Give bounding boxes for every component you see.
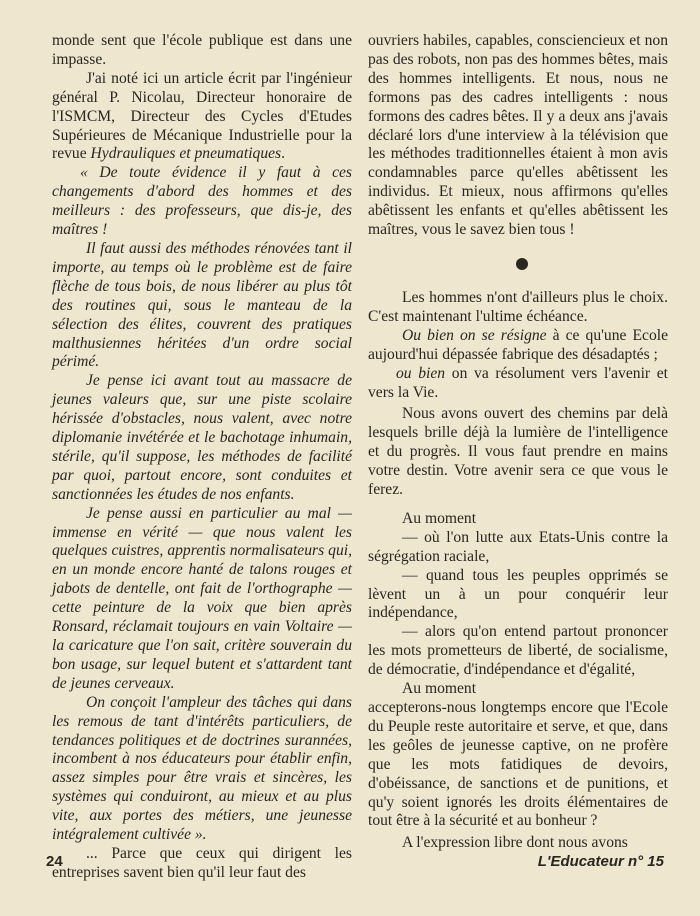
journal-name: Hydrauliques et pneumatiques xyxy=(90,145,282,163)
paragraph: J'ai noté ici un article écrit par l'ingénieur général P. Nicolau, Directeur honoraire de l'ISMCM, Directeur des Cycles d'Etudes Supérieures de Mécanique Industrielle pour la revue Hydrauliques et pneumatiques. xyxy=(52,69,352,163)
list-item: — quand tous les peuples opprimés se lèvent un à un pour conquérir leur indépendance, xyxy=(368,566,668,622)
paragraph: Les hommes n'ont d'ailleurs plus le choix. C'est maintenant l'ultime échéance. xyxy=(368,288,668,325)
paragraph: ... Parce que ceux qui dirigent les entreprises savent bien qu'il leur faut des xyxy=(52,844,352,881)
quote-paragraph: Je pense aussi en particulier au mal — immense en vérité — que nous valent les quelques cuistres, apprentis normalisateurs qui, en un monde encore hanté de talons rouges et jabots de dentelle, ont fait de l'orthographe — cette peinture de la voix que bien après Ronsard, réclamait toujours en vain Voltaire — la caricature que l'on sait, critère souverain du bon usage, sur lequel butent et s'attardent tant de jeunes cerveaux. xyxy=(52,504,352,692)
spacer xyxy=(368,500,668,510)
emphasis: ou bien xyxy=(396,364,446,382)
quote-paragraph: On conçoit l'ampleur des tâches qui dans les remous de tant d'intérêts particuliers, de tendances politiques et de doctrines surannées, incombent à nos éducateurs pour établir enfin, assez simples pour être vrais et sincères, les systèmes qui conduiront, au mieux et au plus vite, aux portes des métiers, une jeunesse intégralement cultivée ». xyxy=(52,693,352,844)
paragraph: Au moment xyxy=(402,509,477,527)
paragraph xyxy=(368,327,668,365)
section-bullet xyxy=(516,258,528,270)
paragraph: monde sent que l'école publique est dans une impasse. xyxy=(52,32,352,68)
text: on va résolument vers l'avenir et vers la Vie. xyxy=(368,364,669,401)
text: J'ai noté ici un article écrit par l'ingénieur général P. Nicolau, Directeur honoraire de l'ISMCM, Directeur des Cycles d'Etudes Supérieures de Mécanique Industrielle pour la revue xyxy=(52,69,352,163)
list-item: — alors qu'on entend partout prononcer les mots prometteurs de liberté, de socialisme, de démocratie, d'indépendance et d'égalité, xyxy=(368,623,668,679)
paragraph: Nous avons ouvert des chemins par delà lesquels brille déjà la lumière de l'intelligence et du progrès. Il vous faut prendre en mains votre destin. Votre avenir sera ce que vous le ferez. xyxy=(368,405,668,499)
quote-paragraph: Je pense ici avant tout au massacre de jeunes valeurs que, sur une piste scolaire hérissée d'obstacles, nous valent, avec notre diplomanie invétérée et le bachotage inhumain, stérile, qu'il suppose, les méthodes de facilité par quoi, partout encore, sont conduites et sanctionnées les études de nos enfants. xyxy=(52,372,352,503)
list-item: — où l'on lutte aux Etats-Unis contre la ségrégation raciale, xyxy=(368,528,668,565)
text: à ce qu'une Ecole aujourd'hui dépassée fabrique des désadaptés ; xyxy=(368,326,668,363)
page-number: 24 xyxy=(46,853,63,870)
quote-paragraph: « De toute évidence il y faut à ces changements d'abord des hommes et des meilleurs : des professeurs, que dis-je, des maîtres ! xyxy=(52,164,352,239)
paragraph: Au moment xyxy=(402,680,477,698)
emphasis: Ou bien on se résigne xyxy=(402,326,547,344)
right-column xyxy=(368,32,668,853)
paragraph xyxy=(368,365,668,403)
paragraph: accepterons-nous longtemps encore que l'Ecole du Peuple reste autoritaire et serve, et que, dans les geôles de jeunesse captive, on ne profère que les mots fatidiques de devoirs, d'obéissance, de sanctions et de punitions, et qu'y soient ignorés les droits élémentaires de tout être à la sécurité et au bonheur ? xyxy=(368,699,668,830)
paragraph: ouvriers habiles, capables, consciencieux et non pas des robots, non pas des hommes bêtes, mais des hommes intelligents. Et nous, nous ne formons pas des cadres intelligents : nous formons des cadres bêtes. Il y a deux ans j'avais déclaré lors d'une interview à la télévision que les méthodes traditionnelles étaient à mon avis condamnables parce qu'elles abêtissent les individus. Et mieux, nous affirmons qu'elles abêtissent les enfants et qu'elles abêtissent les maîtres, vous le savez bien tous ! xyxy=(368,32,668,239)
journal-issue: L'Educateur n° 15 xyxy=(537,853,664,870)
paragraph: A l'expression libre dont nous avons xyxy=(402,834,628,852)
quote-paragraph: Il faut aussi des méthodes rénovées tant il importe, au temps où le problème est de faire flèche de tous bois, de nous libérer au plus tôt des routines qui, sous le manteau de la sélection des élites, couvrent des pratiques malthusiennes héritées d'un ordre social périmé. xyxy=(52,239,352,371)
left-column xyxy=(52,32,352,883)
